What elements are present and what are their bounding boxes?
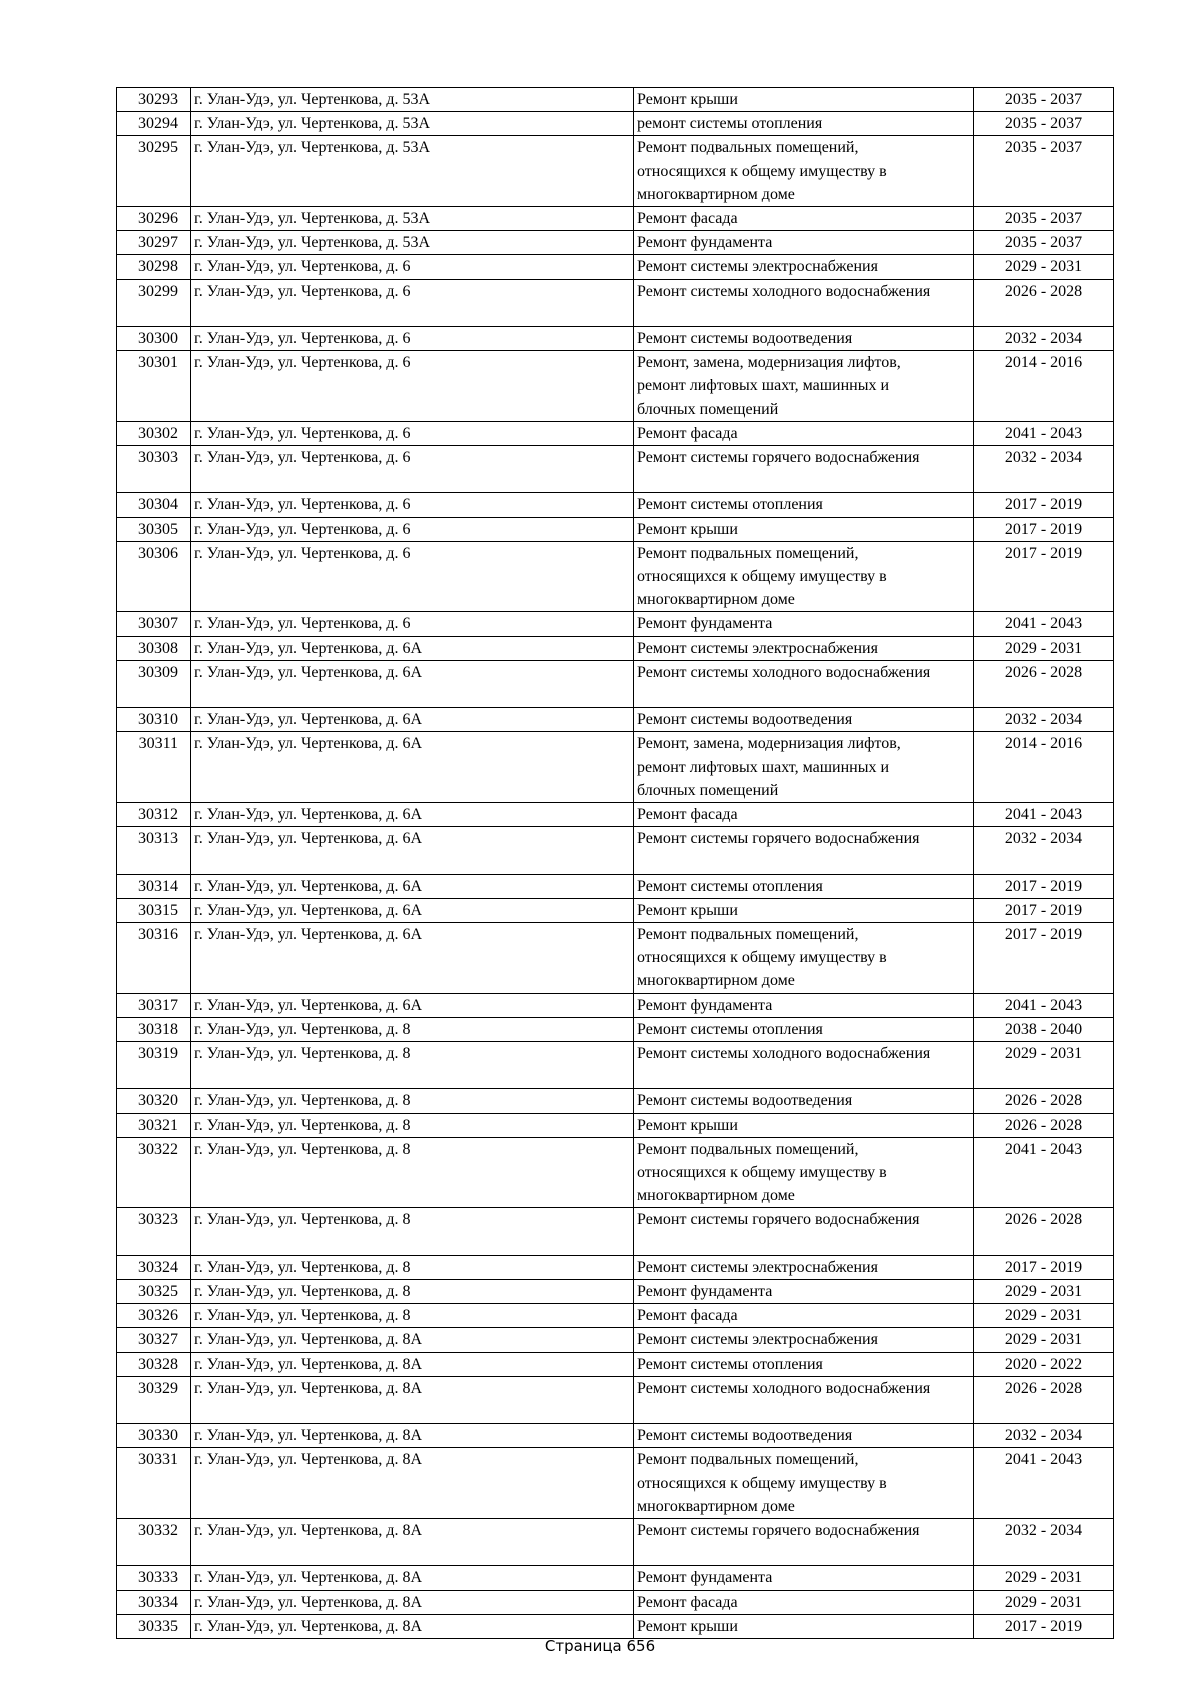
row-number-cell: 30324 bbox=[117, 1255, 191, 1279]
address-cell: г. Улан-Удэ, ул. Чертенкова, д. 6 bbox=[191, 541, 634, 612]
work-type-cell: Ремонт фундамента bbox=[634, 1566, 974, 1590]
address-cell: г. Улан-Удэ, ул. Чертенкова, д. 6 bbox=[191, 279, 634, 326]
table-row bbox=[117, 1328, 1114, 1352]
row-number-cell: 30329 bbox=[117, 1376, 191, 1423]
table-row bbox=[117, 803, 1114, 827]
address-cell: г. Улан-Удэ, ул. Чертенкова, д. 6 bbox=[191, 493, 634, 517]
row-number-cell: 30335 bbox=[117, 1614, 191, 1638]
row-number-cell: 30306 bbox=[117, 541, 191, 612]
address-cell: г. Улан-Удэ, ул. Чертенкова, д. 6А bbox=[191, 898, 634, 922]
work-type-cell: Ремонт, замена, модернизация лифтов, ремонт лифтовых шахт, машинных и блочных помещений bbox=[634, 732, 974, 803]
work-type-cell: Ремонт подвальных помещений, относящихся к общему имуществу в многоквартирном доме bbox=[634, 1448, 974, 1519]
table-row bbox=[117, 1208, 1114, 1255]
table-row bbox=[117, 1042, 1114, 1089]
row-number-cell: 30300 bbox=[117, 327, 191, 351]
address-cell: г. Улан-Удэ, ул. Чертенкова, д. 8А bbox=[191, 1352, 634, 1376]
period-cell: 2029 - 2031 bbox=[974, 1590, 1114, 1614]
table-row bbox=[117, 493, 1114, 517]
period-cell: 2029 - 2031 bbox=[974, 1304, 1114, 1328]
period-cell: 2026 - 2028 bbox=[974, 1208, 1114, 1255]
row-number-cell: 30327 bbox=[117, 1328, 191, 1352]
row-number-cell: 30314 bbox=[117, 874, 191, 898]
row-number-cell: 30294 bbox=[117, 112, 191, 136]
page-number: Страница 656 bbox=[544, 1637, 656, 1655]
address-cell: г. Улан-Удэ, ул. Чертенкова, д. 53А bbox=[191, 231, 634, 255]
row-number-cell: 30304 bbox=[117, 493, 191, 517]
period-cell: 2041 - 2043 bbox=[974, 421, 1114, 445]
row-number-cell: 30333 bbox=[117, 1566, 191, 1590]
table-row bbox=[117, 923, 1114, 994]
repair-schedule-table bbox=[116, 87, 1114, 1639]
period-cell: 2014 - 2016 bbox=[974, 732, 1114, 803]
table-row bbox=[117, 874, 1114, 898]
address-cell: г. Улан-Удэ, ул. Чертенкова, д. 8А bbox=[191, 1590, 634, 1614]
period-cell: 2032 - 2034 bbox=[974, 327, 1114, 351]
address-cell: г. Улан-Удэ, ул. Чертенкова, д. 8 bbox=[191, 1113, 634, 1137]
table-row bbox=[117, 1137, 1114, 1208]
period-cell: 2029 - 2031 bbox=[974, 1328, 1114, 1352]
work-type-cell: Ремонт системы отопления bbox=[634, 874, 974, 898]
row-number-cell: 30307 bbox=[117, 612, 191, 636]
table-row bbox=[117, 517, 1114, 541]
period-cell: 2035 - 2037 bbox=[974, 231, 1114, 255]
table-row bbox=[117, 255, 1114, 279]
address-cell: г. Улан-Удэ, ул. Чертенкова, д. 8А bbox=[191, 1448, 634, 1519]
table-row bbox=[117, 1566, 1114, 1590]
table-row bbox=[117, 732, 1114, 803]
period-cell: 2029 - 2031 bbox=[974, 1042, 1114, 1089]
work-type-cell: Ремонт системы водоотведения bbox=[634, 708, 974, 732]
row-number-cell: 30310 bbox=[117, 708, 191, 732]
row-number-cell: 30302 bbox=[117, 421, 191, 445]
address-cell: г. Улан-Удэ, ул. Чертенкова, д. 53А bbox=[191, 207, 634, 231]
table-row bbox=[117, 1255, 1114, 1279]
row-number-cell: 30326 bbox=[117, 1304, 191, 1328]
period-cell: 2017 - 2019 bbox=[974, 541, 1114, 612]
period-cell: 2029 - 2031 bbox=[974, 1280, 1114, 1304]
row-number-cell: 30315 bbox=[117, 898, 191, 922]
table-row bbox=[117, 1590, 1114, 1614]
row-number-cell: 30305 bbox=[117, 517, 191, 541]
address-cell: г. Улан-Удэ, ул. Чертенкова, д. 8 bbox=[191, 1137, 634, 1208]
work-type-cell: Ремонт фасада bbox=[634, 803, 974, 827]
address-cell: г. Улан-Удэ, ул. Чертенкова, д. 8 bbox=[191, 1304, 634, 1328]
address-cell: г. Улан-Удэ, ул. Чертенкова, д. 6 bbox=[191, 612, 634, 636]
period-cell: 2029 - 2031 bbox=[974, 636, 1114, 660]
address-cell: г. Улан-Удэ, ул. Чертенкова, д. 6А bbox=[191, 827, 634, 874]
work-type-cell: Ремонт системы отопления bbox=[634, 1017, 974, 1041]
address-cell: г. Улан-Удэ, ул. Чертенкова, д. 8 bbox=[191, 1280, 634, 1304]
work-type-cell: Ремонт системы холодного водоснабжения bbox=[634, 1042, 974, 1089]
work-type-cell: Ремонт фундамента bbox=[634, 612, 974, 636]
row-number-cell: 30318 bbox=[117, 1017, 191, 1041]
work-type-cell: Ремонт крыши bbox=[634, 1113, 974, 1137]
row-number-cell: 30320 bbox=[117, 1089, 191, 1113]
address-cell: г. Улан-Удэ, ул. Чертенкова, д. 53А bbox=[191, 88, 634, 112]
address-cell: г. Улан-Удэ, ул. Чертенкова, д. 8 bbox=[191, 1208, 634, 1255]
address-cell: г. Улан-Удэ, ул. Чертенкова, д. 8А bbox=[191, 1376, 634, 1423]
table-row bbox=[117, 898, 1114, 922]
table-row bbox=[117, 541, 1114, 612]
period-cell: 2017 - 2019 bbox=[974, 1614, 1114, 1638]
period-cell: 2017 - 2019 bbox=[974, 898, 1114, 922]
work-type-cell: Ремонт системы отопления bbox=[634, 1352, 974, 1376]
work-type-cell: Ремонт системы электроснабжения bbox=[634, 255, 974, 279]
row-number-cell: 30312 bbox=[117, 803, 191, 827]
work-type-cell: Ремонт системы горячего водоснабжения bbox=[634, 827, 974, 874]
table-row bbox=[117, 993, 1114, 1017]
work-type-cell: Ремонт системы электроснабжения bbox=[634, 1328, 974, 1352]
address-cell: г. Улан-Удэ, ул. Чертенкова, д. 6А bbox=[191, 660, 634, 707]
address-cell: г. Улан-Удэ, ул. Чертенкова, д. 6А bbox=[191, 803, 634, 827]
row-number-cell: 30298 bbox=[117, 255, 191, 279]
period-cell: 2032 - 2034 bbox=[974, 1519, 1114, 1566]
row-number-cell: 30299 bbox=[117, 279, 191, 326]
table-row bbox=[117, 708, 1114, 732]
table-body bbox=[117, 88, 1114, 1639]
period-cell: 2032 - 2034 bbox=[974, 1424, 1114, 1448]
row-number-cell: 30295 bbox=[117, 136, 191, 207]
table-row bbox=[117, 1519, 1114, 1566]
address-cell: г. Улан-Удэ, ул. Чертенкова, д. 8А bbox=[191, 1614, 634, 1638]
work-type-cell: Ремонт фундамента bbox=[634, 993, 974, 1017]
address-cell: г. Улан-Удэ, ул. Чертенкова, д. 8А bbox=[191, 1328, 634, 1352]
work-type-cell: Ремонт системы электроснабжения bbox=[634, 636, 974, 660]
period-cell: 2038 - 2040 bbox=[974, 1017, 1114, 1041]
table-row bbox=[117, 446, 1114, 493]
period-cell: 2035 - 2037 bbox=[974, 136, 1114, 207]
work-type-cell: Ремонт системы водоотведения bbox=[634, 1089, 974, 1113]
period-cell: 2020 - 2022 bbox=[974, 1352, 1114, 1376]
table-row bbox=[117, 612, 1114, 636]
work-type-cell: Ремонт системы холодного водоснабжения bbox=[634, 1376, 974, 1423]
period-cell: 2029 - 2031 bbox=[974, 1566, 1114, 1590]
period-cell: 2041 - 2043 bbox=[974, 612, 1114, 636]
period-cell: 2029 - 2031 bbox=[974, 255, 1114, 279]
table-row bbox=[117, 1376, 1114, 1423]
table-row bbox=[117, 1352, 1114, 1376]
address-cell: г. Улан-Удэ, ул. Чертенкова, д. 6 bbox=[191, 421, 634, 445]
work-type-cell: Ремонт системы холодного водоснабжения bbox=[634, 279, 974, 326]
table-row bbox=[117, 1304, 1114, 1328]
work-type-cell: Ремонт фасада bbox=[634, 207, 974, 231]
work-type-cell: Ремонт подвальных помещений, относящихся к общему имуществу в многоквартирном доме bbox=[634, 1137, 974, 1208]
work-type-cell: Ремонт системы горячего водоснабжения bbox=[634, 1208, 974, 1255]
address-cell: г. Улан-Удэ, ул. Чертенкова, д. 8А bbox=[191, 1519, 634, 1566]
row-number-cell: 30303 bbox=[117, 446, 191, 493]
address-cell: г. Улан-Удэ, ул. Чертенкова, д. 6 bbox=[191, 517, 634, 541]
work-type-cell: Ремонт крыши bbox=[634, 898, 974, 922]
row-number-cell: 30330 bbox=[117, 1424, 191, 1448]
row-number-cell: 30297 bbox=[117, 231, 191, 255]
table-row bbox=[117, 1017, 1114, 1041]
period-cell: 2035 - 2037 bbox=[974, 112, 1114, 136]
address-cell: г. Улан-Удэ, ул. Чертенкова, д. 53А bbox=[191, 136, 634, 207]
work-type-cell: Ремонт крыши bbox=[634, 1614, 974, 1638]
row-number-cell: 30301 bbox=[117, 351, 191, 422]
work-type-cell: Ремонт системы горячего водоснабжения bbox=[634, 446, 974, 493]
period-cell: 2035 - 2037 bbox=[974, 88, 1114, 112]
row-number-cell: 30331 bbox=[117, 1448, 191, 1519]
table-row bbox=[117, 351, 1114, 422]
address-cell: г. Улан-Удэ, ул. Чертенкова, д. 6 bbox=[191, 255, 634, 279]
address-cell: г. Улан-Удэ, ул. Чертенкова, д. 6А bbox=[191, 732, 634, 803]
row-number-cell: 30328 bbox=[117, 1352, 191, 1376]
address-cell: г. Улан-Удэ, ул. Чертенкова, д. 6А bbox=[191, 636, 634, 660]
work-type-cell: Ремонт подвальных помещений, относящихся к общему имуществу в многоквартирном доме bbox=[634, 923, 974, 994]
table-row bbox=[117, 421, 1114, 445]
table-row bbox=[117, 660, 1114, 707]
work-type-cell: Ремонт крыши bbox=[634, 88, 974, 112]
row-number-cell: 30322 bbox=[117, 1137, 191, 1208]
row-number-cell: 30321 bbox=[117, 1113, 191, 1137]
table-row bbox=[117, 136, 1114, 207]
table-row bbox=[117, 1280, 1114, 1304]
work-type-cell: Ремонт крыши bbox=[634, 517, 974, 541]
row-number-cell: 30293 bbox=[117, 88, 191, 112]
period-cell: 2032 - 2034 bbox=[974, 827, 1114, 874]
row-number-cell: 30296 bbox=[117, 207, 191, 231]
period-cell: 2041 - 2043 bbox=[974, 1137, 1114, 1208]
address-cell: г. Улан-Удэ, ул. Чертенкова, д. 6А bbox=[191, 993, 634, 1017]
row-number-cell: 30332 bbox=[117, 1519, 191, 1566]
address-cell: г. Улан-Удэ, ул. Чертенкова, д. 6 bbox=[191, 351, 634, 422]
table-row bbox=[117, 1089, 1114, 1113]
address-cell: г. Улан-Удэ, ул. Чертенкова, д. 8 bbox=[191, 1017, 634, 1041]
table-row bbox=[117, 636, 1114, 660]
address-cell: г. Улан-Удэ, ул. Чертенкова, д. 8 bbox=[191, 1255, 634, 1279]
row-number-cell: 30308 bbox=[117, 636, 191, 660]
period-cell: 2041 - 2043 bbox=[974, 1448, 1114, 1519]
address-cell: г. Улан-Удэ, ул. Чертенкова, д. 6А bbox=[191, 874, 634, 898]
address-cell: г. Улан-Удэ, ул. Чертенкова, д. 6 bbox=[191, 327, 634, 351]
table-row bbox=[117, 112, 1114, 136]
period-cell: 2017 - 2019 bbox=[974, 1255, 1114, 1279]
period-cell: 2026 - 2028 bbox=[974, 1089, 1114, 1113]
work-type-cell: Ремонт фасада bbox=[634, 1304, 974, 1328]
work-type-cell: Ремонт фундамента bbox=[634, 231, 974, 255]
address-cell: г. Улан-Удэ, ул. Чертенкова, д. 6А bbox=[191, 708, 634, 732]
period-cell: 2032 - 2034 bbox=[974, 446, 1114, 493]
table-row bbox=[117, 207, 1114, 231]
address-cell: г. Улан-Удэ, ул. Чертенкова, д. 8 bbox=[191, 1089, 634, 1113]
row-number-cell: 30334 bbox=[117, 1590, 191, 1614]
period-cell: 2017 - 2019 bbox=[974, 517, 1114, 541]
period-cell: 2017 - 2019 bbox=[974, 923, 1114, 994]
work-type-cell: Ремонт подвальных помещений, относящихся к общему имуществу в многоквартирном доме bbox=[634, 136, 974, 207]
row-number-cell: 30313 bbox=[117, 827, 191, 874]
table-row bbox=[117, 88, 1114, 112]
address-cell: г. Улан-Удэ, ул. Чертенкова, д. 6А bbox=[191, 923, 634, 994]
work-type-cell: Ремонт системы холодного водоснабжения bbox=[634, 660, 974, 707]
row-number-cell: 30325 bbox=[117, 1280, 191, 1304]
row-number-cell: 30311 bbox=[117, 732, 191, 803]
period-cell: 2041 - 2043 bbox=[974, 993, 1114, 1017]
work-type-cell: Ремонт системы отопления bbox=[634, 493, 974, 517]
period-cell: 2035 - 2037 bbox=[974, 207, 1114, 231]
period-cell: 2017 - 2019 bbox=[974, 874, 1114, 898]
period-cell: 2014 - 2016 bbox=[974, 351, 1114, 422]
row-number-cell: 30309 bbox=[117, 660, 191, 707]
table-row bbox=[117, 1424, 1114, 1448]
period-cell: 2026 - 2028 bbox=[974, 1113, 1114, 1137]
period-cell: 2026 - 2028 bbox=[974, 1376, 1114, 1423]
work-type-cell: Ремонт системы водоотведения bbox=[634, 1424, 974, 1448]
table-row bbox=[117, 1113, 1114, 1137]
period-cell: 2026 - 2028 bbox=[974, 660, 1114, 707]
address-cell: г. Улан-Удэ, ул. Чертенкова, д. 8 bbox=[191, 1042, 634, 1089]
work-type-cell: ремонт системы отопления bbox=[634, 112, 974, 136]
period-cell: 2026 - 2028 bbox=[974, 279, 1114, 326]
period-cell: 2041 - 2043 bbox=[974, 803, 1114, 827]
row-number-cell: 30323 bbox=[117, 1208, 191, 1255]
address-cell: г. Улан-Удэ, ул. Чертенкова, д. 8А bbox=[191, 1424, 634, 1448]
table-row bbox=[117, 1614, 1114, 1638]
work-type-cell: Ремонт фундамента bbox=[634, 1280, 974, 1304]
address-cell: г. Улан-Удэ, ул. Чертенкова, д. 6 bbox=[191, 446, 634, 493]
work-type-cell: Ремонт системы горячего водоснабжения bbox=[634, 1519, 974, 1566]
work-type-cell: Ремонт фасада bbox=[634, 421, 974, 445]
row-number-cell: 30319 bbox=[117, 1042, 191, 1089]
work-type-cell: Ремонт подвальных помещений, относящихся к общему имуществу в многоквартирном доме bbox=[634, 541, 974, 612]
table-row bbox=[117, 827, 1114, 874]
table-row bbox=[117, 327, 1114, 351]
work-type-cell: Ремонт, замена, модернизация лифтов, ремонт лифтовых шахт, машинных и блочных помещений bbox=[634, 351, 974, 422]
address-cell: г. Улан-Удэ, ул. Чертенкова, д. 8А bbox=[191, 1566, 634, 1590]
work-type-cell: Ремонт системы водоотведения bbox=[634, 327, 974, 351]
table-row bbox=[117, 1448, 1114, 1519]
row-number-cell: 30317 bbox=[117, 993, 191, 1017]
row-number-cell: 30316 bbox=[117, 923, 191, 994]
work-type-cell: Ремонт фасада bbox=[634, 1590, 974, 1614]
address-cell: г. Улан-Удэ, ул. Чертенкова, д. 53А bbox=[191, 112, 634, 136]
work-type-cell: Ремонт системы электроснабжения bbox=[634, 1255, 974, 1279]
period-cell: 2032 - 2034 bbox=[974, 708, 1114, 732]
period-cell: 2017 - 2019 bbox=[974, 493, 1114, 517]
table-row bbox=[117, 231, 1114, 255]
table-row bbox=[117, 279, 1114, 326]
